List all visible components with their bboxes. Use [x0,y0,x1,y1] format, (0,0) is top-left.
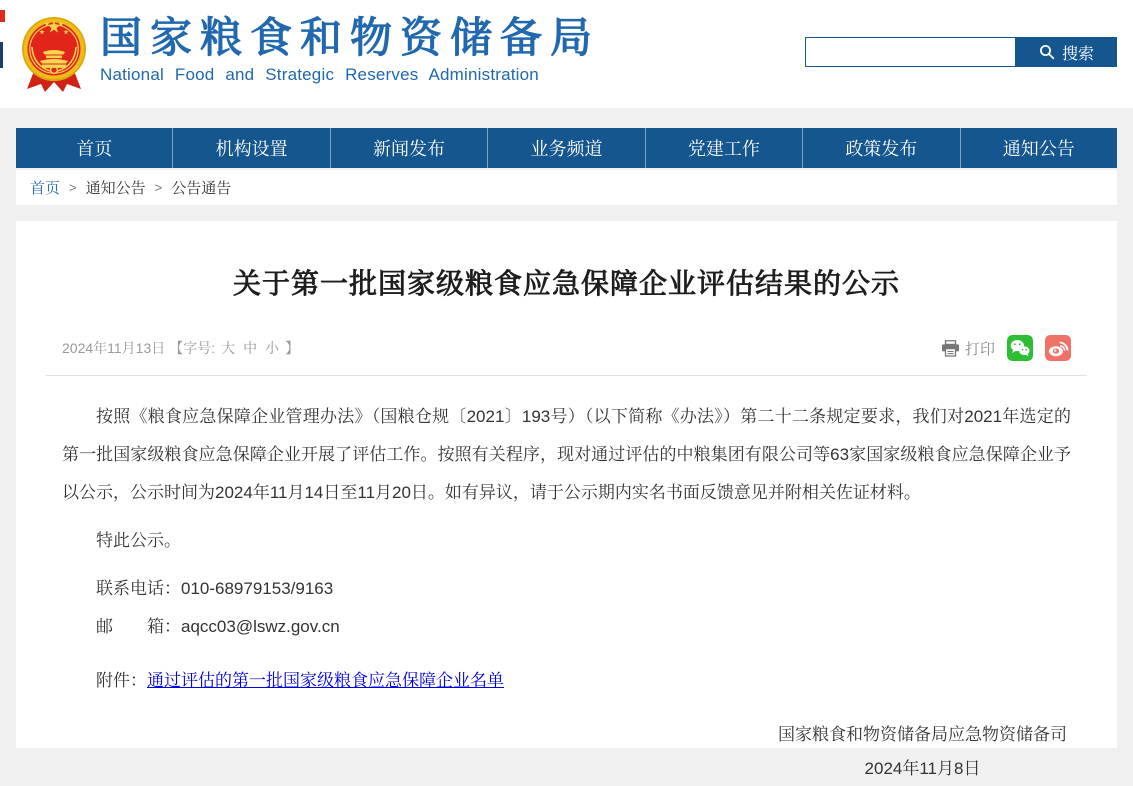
signature-organization: 国家粮食和物资储备局应急物资储备司 [778,725,1067,744]
font-size-large-button[interactable]: 大 [221,340,236,356]
article-paragraph: 按照《粮食应急保障企业管理办法》（国粮仓规〔2021〕193号）（以下简称《办法》）第二十二条规定要求，我们对2021年选定的第一批国家级粮食应急保障企业开展了评估工作。按照有关程序，现对通过评估的中粮集团有限公司等63家国家级粮食应急保障企业予以公示，公示时间为2024年11月14日至11月20日。如有异议，请于公示期内实名书面反馈意见并附相关佐证材料。 [62,407,1071,502]
breadcrumb [16,170,1117,205]
nav-item-notices[interactable]: 通知公告 [1002,139,1075,159]
search-button[interactable] [1016,37,1117,67]
signature-block [62,718,1071,786]
article-date: 2024年11月13日 [62,340,166,356]
main-navigation [16,128,1117,168]
site-header [0,0,1133,108]
attachment-label: 附件： [96,671,147,690]
breadcrumb-separator: > [154,180,163,195]
signature-date: 2024年11月8日 [864,759,981,778]
font-size-small-button[interactable]: 小 [265,340,280,356]
article-meta-row [46,335,1087,376]
breadcrumb-home[interactable]: 首页 [30,180,61,197]
font-size-medium-button[interactable]: 中 [243,340,258,356]
edge-decor-red [0,10,5,22]
breadcrumb-current-page: 公告通告 [171,180,232,197]
nav-item-organization[interactable]: 机构设置 [173,128,330,168]
font-size-prefix: 【字号: [169,340,216,356]
search-button-label: 搜索 [1061,45,1094,63]
nav-item-news[interactable]: 新闻发布 [331,128,488,168]
nav-item-home[interactable]: 首页 [16,128,173,168]
print-button[interactable] [941,338,995,359]
attachment-line [62,662,1071,700]
article-container [16,221,1117,778]
article-body [46,398,1087,786]
breadcrumb-notices[interactable]: 通知公告 [85,180,146,197]
article-meta-left [62,338,299,358]
national-emblem-logo [20,11,88,99]
article-title: 关于第一批国家级粮食应急保障企业评估结果的公示 [232,268,900,299]
nav-item-party-building[interactable]: 党建工作 [646,128,803,168]
nav-item-business[interactable]: 业务频道 [488,128,645,168]
nav-item-policy[interactable]: 政策发布 [803,128,960,168]
article-closing: 特此公示。 [96,531,181,550]
print-label: 打印 [964,340,995,358]
breadcrumb-separator: > [69,180,77,195]
contact-phone: 联系电话：010-68979153/9163 [96,579,334,598]
article-meta-right [941,335,1071,361]
site-title-chinese: 国家粮食和物资储备局 [100,14,601,61]
contact-email: 邮 箱：aqcc03@lswz.gov.cn [96,617,340,636]
site-title-english: National Food and Strategic Reserves Administration [100,65,539,84]
weibo-share-icon[interactable] [1045,335,1071,361]
site-title-block [100,14,600,86]
attachment-link[interactable]: 通过评估的第一批国家级粮食应急保障企业名单 [147,671,504,690]
wechat-share-icon[interactable] [1007,335,1033,361]
search-area [805,37,1117,67]
search-icon [1039,44,1055,60]
contact-block [62,570,1071,646]
font-size-suffix: 】 [285,340,300,356]
search-input[interactable] [805,37,1016,67]
printer-icon [941,340,960,357]
edge-decor-navy [0,42,3,68]
